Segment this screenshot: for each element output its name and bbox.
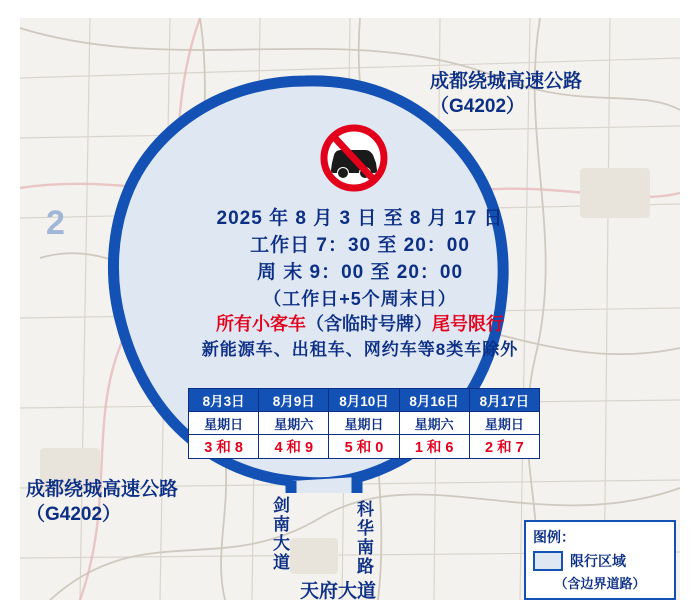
notice-exemptions: 新能源车、出租车、网约车等8类车除外 <box>201 340 519 359</box>
table-cell-weekday: 星期日 <box>189 412 259 435</box>
label-ring-road-southwest-line1: 成都绕城高速公路 <box>26 479 179 500</box>
label-road-kehua-south: 科华南路 <box>354 500 373 576</box>
map-legend <box>524 520 676 600</box>
notice-date-range: 2025 年 8 月 3 日 至 8 月 17 日 <box>216 208 504 229</box>
table-cell-date: 8月17日 <box>469 389 539 412</box>
table-cell-plate-number: 4 和 9 <box>259 435 329 459</box>
legend-item-note: （含边界道路） <box>554 576 646 591</box>
notice-vehicle-scope <box>150 312 570 338</box>
label-ring-road-northeast <box>430 70 582 119</box>
table-cell-date: 8月3日 <box>189 389 259 412</box>
table-cell-date: 8月16日 <box>399 389 469 412</box>
legend-item-label: 限行区域 <box>570 553 626 569</box>
table-cell-weekday: 星期六 <box>399 412 469 435</box>
legend-swatch-icon <box>533 551 563 571</box>
table-cell-plate-number: 3 和 8 <box>189 435 259 459</box>
label-ring-road-southwest-line2: （G4202） <box>26 503 122 525</box>
restriction-notice <box>150 206 570 362</box>
table-cell-plate-number: 1 和 6 <box>399 435 469 459</box>
table-row-dates <box>189 389 540 412</box>
notice-vehicle-scope-red-b: 尾号限行 <box>432 314 504 335</box>
label-ring-road-northeast-line2: （G4202） <box>430 95 526 117</box>
notice-weekend-hours: 周 末 9：00 至 20：00 <box>256 261 464 283</box>
notice-vehicle-scope-red-a: 所有小客车 <box>216 314 306 335</box>
table-row-plate-numbers <box>189 435 540 459</box>
legend-title: 图例： <box>533 529 575 545</box>
table-cell-weekday: 星期六 <box>259 412 329 435</box>
table-cell-date: 8月10日 <box>329 389 399 412</box>
page-number: 2 <box>46 204 65 242</box>
table-cell-date: 8月9日 <box>259 389 329 412</box>
no-car-icon <box>310 123 398 193</box>
schedule-table <box>188 388 540 459</box>
label-ring-road-southwest <box>26 478 178 527</box>
notice-weekday-hours: 工作日 7：30 至 20：00 <box>250 234 470 256</box>
label-ring-road-northeast-line1: 成都绕城高速公路 <box>430 71 583 92</box>
table-row-weekdays <box>189 412 540 435</box>
notice-vehicle-scope-blue: （含临时号牌） <box>306 314 432 335</box>
notice-day-count: （工作日+5个周末日） <box>263 288 457 309</box>
label-road-jiannan-avenue: 剑南大道 <box>270 496 289 572</box>
table-cell-weekday: 星期日 <box>469 412 539 435</box>
legend-item-restricted-zone <box>533 551 667 571</box>
table-cell-plate-number: 2 和 7 <box>469 435 539 459</box>
table-cell-plate-number: 5 和 0 <box>329 435 399 459</box>
table-cell-weekday: 星期日 <box>329 412 399 435</box>
label-road-tianfu-avenue: 天府大道 <box>300 581 377 600</box>
